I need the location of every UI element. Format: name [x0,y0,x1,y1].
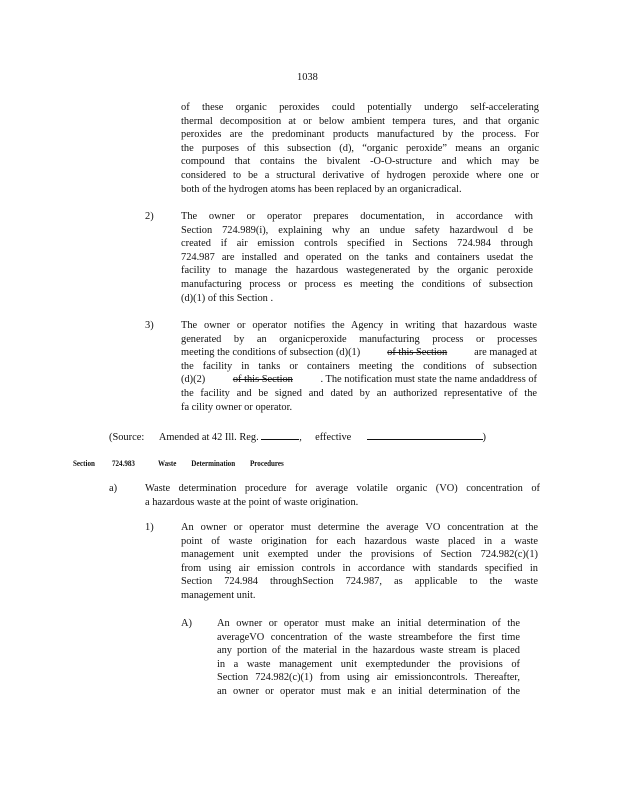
intro-line: the purposes of this subsection (d), “organic peroxide” means an organic [181,142,539,154]
subsection-A-line: averageVO concentration of the waste streambefore the first time [217,631,520,643]
intro-paragraph [181,101,539,196]
intro-line: compound that contains the bivalent -O-O-structure and which may be [181,156,539,168]
source-note [109,429,486,445]
section-number: 724.983 [112,458,135,468]
item-3-line: The owner or operator notifies the Agency in writing that hazardous waste [181,320,537,331]
item-3-line3-text: meeting the conditions of subsection (d)(1) [181,347,361,359]
source-open: (Source: [109,432,145,443]
item-3-line3-text: are managed at [474,347,537,359]
item-3-number: 3) [145,320,154,331]
subsection-A-line: any portion of the material in the hazardous waste stream is placed [217,645,520,657]
intro-line: considered to be a structural derivative of hydrogen peroxide where one or [181,169,539,181]
item-3-line: the facility and be signed and dated by an authorized representative of the [181,387,537,399]
struck-text: of this Section [232,374,293,386]
item-3-line: generated by an organicperoxide manufacturing process or processes [181,333,537,345]
item-3-paragraph [181,319,537,414]
subsection-A-line: in a waste management unit exemptedunder the provisions of [217,658,520,670]
source-close: ) [482,432,486,443]
subsection-a-paragraph [145,482,540,509]
subsection-1-paragraph [181,521,538,603]
item-3-line5-text: . The notification must state the name andaddress of [320,374,537,386]
intro-line: peroxides are the predominant products manufactured by the process. For [181,129,539,141]
intro-line: of these organic peroxides could potentially undergo self-accelerating [181,102,539,113]
item-2-line: Section 724.989(i), explaining why an undue safety hazardwoul d be [181,224,533,236]
subsection-a-line: Waste determination procedure for average volatile organic (VO) concentration of [145,483,540,494]
item-2-paragraph [181,210,533,305]
subsection-A-letter: A) [181,618,192,629]
struck-text: of this Section [387,347,448,359]
item-3-line: fa cility owner or operator. [181,401,293,413]
item-2-line: facility to manage the hazardous wastegenerated by the organic peroxide [181,265,533,277]
item-3-line5-text: (d)(2) [181,374,206,386]
subsection-a-line: a hazardous waste at the point of waste origination. [145,496,359,508]
item-2-number: 2) [145,211,154,222]
page-number: 1038 [297,72,318,83]
item-3-line: the facility in tanks or containers meeting the conditions of subsection [181,360,537,372]
item-2-line: (d)(1) of this Section . [181,292,274,304]
item-3-line [181,346,537,360]
item-2-line: The owner or operator prepares documentation, in accordance with [181,211,533,222]
subsection-1-line: management unit. [181,589,256,601]
source-amended: Amended at 42 Ill. Reg. [158,432,259,443]
register-blank [261,429,299,440]
item-2-line: 724.987 are installed and operated on the tanks and containers usedat the [181,251,533,263]
item-3-line [181,373,537,387]
section-label: Section [73,458,95,468]
subsection-A-line: An owner or operator must make an initial determination of the [217,618,520,629]
subsection-A-paragraph [217,617,520,699]
subsection-1-line: point of waste origination for each hazardous waste placed in a waste [181,535,538,547]
subsection-A-line: an owner or operator must mak e an initial determination of the [217,685,520,697]
subsection-a-letter: a) [109,483,118,494]
intro-line: both of the hydrogen atoms has been replaced by an organicradical. [181,183,462,195]
source-comma: , [299,432,302,443]
intro-line: thermal decomposition at or below ambient tempera tures, and that organic [181,115,539,127]
subsection-1-line: Section 724.984 throughSection 724.987, as applicable to the waste [181,576,538,588]
source-effective: effective [315,432,352,443]
subsection-1-line: An owner or operator must determine the average VO concentration at the [181,522,538,533]
subsection-A-line: Section 724.982(c)(1) from using air emissioncontrols. Thereafter, [217,672,520,684]
effective-date-blank [367,429,483,440]
subsection-1-line: management unit exempted under the provisions of Section 724.982(c)(1) [181,549,538,561]
item-2-line: created if air emission controls specified in Sections 724.984 through [181,238,533,250]
item-2-line: manufacturing process or process es meeting the conditions of subsection [181,278,533,290]
subsection-1-number: 1) [145,522,154,533]
subsection-1-line: from using air emission controls in accordance with standards specified in [181,562,538,574]
section-title: Waste Determination Procedures [158,458,284,468]
